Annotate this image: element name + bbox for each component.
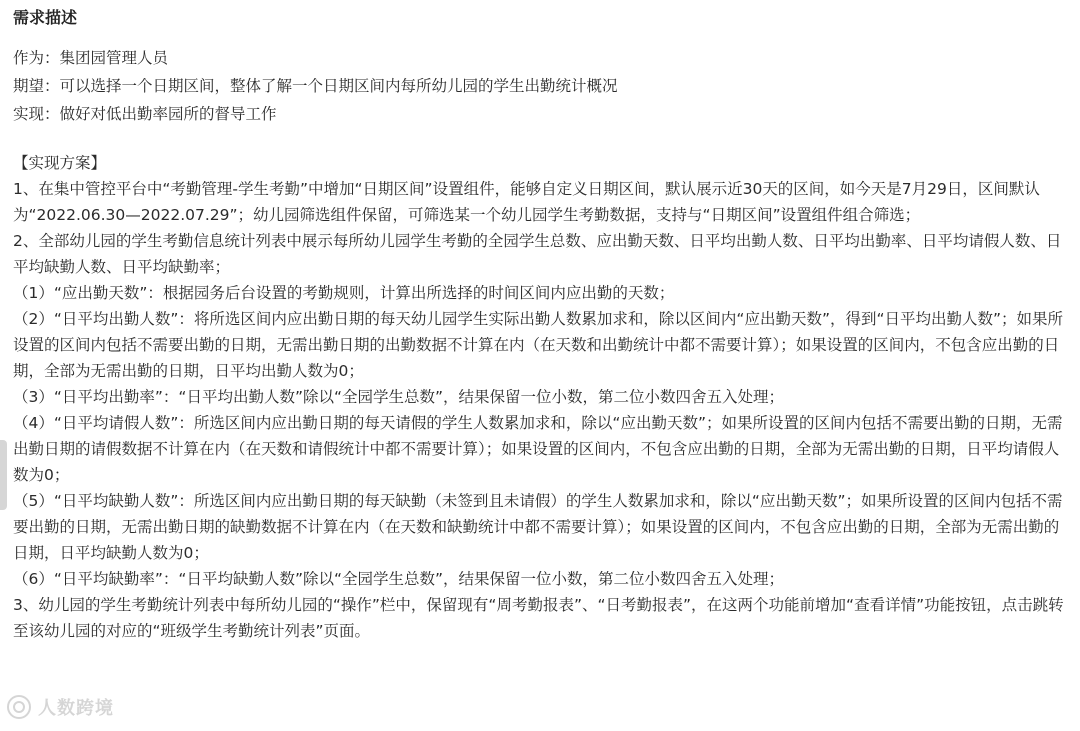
plan-subitem-6: （6）“日平均缺勤率”：“日平均缺勤人数”除以“全园学生总数”，结果保留一位小数，第二位小数四舍五入处理；	[13, 570, 785, 588]
plan-item-2: 2、全部幼儿园的学生考勤信息统计列表中展示每所幼儿园学生考勤的全园学生总数、应出勤天数、日平均出勤人数、日平均出勤率、日平均请假人数、日平均缺勤人数、日平均缺勤率；	[13, 232, 1062, 276]
watermark	[6, 694, 114, 720]
spacer	[13, 128, 1068, 150]
plan-subitem-3: （3）“日平均出勤率”：“日平均出勤人数”除以“全园学生总数”，结果保留一位小数，第二位小数四舍五入处理；	[13, 388, 785, 406]
plan-item-3: 3、幼儿园的学生考勤统计列表中每所幼儿园的“操作”栏中，保留现有“周考勤报表”、“日考勤报表”，在这两个功能前增加“查看详情”功能按钮，点击跳转至该幼儿园的对应的“班级学生考勤统计列表”页面。	[13, 596, 1064, 640]
plan-block	[13, 150, 1068, 644]
plan-subitem-2: （2）“日平均出勤人数”：将所选区间内应出勤日期的每天幼儿园学生实际出勤人数累加求和，除以区间内“应出勤天数”，得到“日平均出勤人数”；如果所设置的区间内包括不需要出勤的日期，无需出勤日期的出勤数据不计算在内（在天数和出勤统计中都不需要计算）；如果设置的区间内，不包含应出勤的日期，全部为无需出勤的日期，日平均出勤人数为0；	[13, 310, 1064, 380]
plan-subitem-1: （1）“应出勤天数”：根据园务后台设置的考勤规则，计算出所选择的时间区间内应出勤的天数；	[13, 284, 675, 302]
plan-item-1: 1、在集中管控平台中“考勤管理-学生考勤”中增加“日期区间”设置组件，能够自定义日期区间，默认展示近30天的区间，如今天是7月29日，区间默认为“2022.06.30—2022.07.29”；幼儿园筛选组件保留，可筛选某一个幼儿园学生考勤数据，支持与“日期区间”设置组件组合筛选；	[13, 180, 1040, 224]
watermark-text: 人数跨境	[38, 698, 114, 719]
plan-title: 【实现方案】	[13, 154, 107, 172]
intro-expectation-line: 期望：可以选择一个日期区间，整体了解一个日期区间内每所幼儿园的学生出勤统计概况	[13, 77, 618, 95]
plan-subitem-5: （5）“日平均缺勤人数”：所选区间内应出勤日期的每天缺勤（未签到且未请假）的学生人数累加求和，除以“应出勤天数”；如果所设置的区间内包括不需要出勤的日期，无需出勤日期的缺勤数据不计算在内（在天数和缺勤统计中都不需要计算）；如果设置的区间内，不包含应出勤的日期，全部为无需出勤的日期，日平均缺勤人数为0；	[13, 492, 1063, 562]
watermark-logo-icon	[6, 694, 32, 720]
section-heading: 需求描述	[13, 8, 78, 27]
document-body	[13, 6, 1068, 644]
intro-block	[13, 44, 1068, 128]
intro-goal-line: 实现：做好对低出勤率园所的督导工作	[13, 105, 277, 123]
intro-role-line: 作为：集团园管理人员	[13, 49, 169, 67]
plan-subitem-4: （4）“日平均请假人数”：所选区间内应出勤日期的每天请假的学生人数累加求和，除以“应出勤天数”；如果所设置的区间内包括不需要出勤的日期，无需出勤日期的请假数据不计算在内（在天数和请假统计中都不需要计算）；如果设置的区间内，不包含应出勤的日期，全部为无需出勤的日期，日平均请假人数为0；	[13, 414, 1063, 484]
scroll-handle[interactable]	[0, 440, 7, 510]
